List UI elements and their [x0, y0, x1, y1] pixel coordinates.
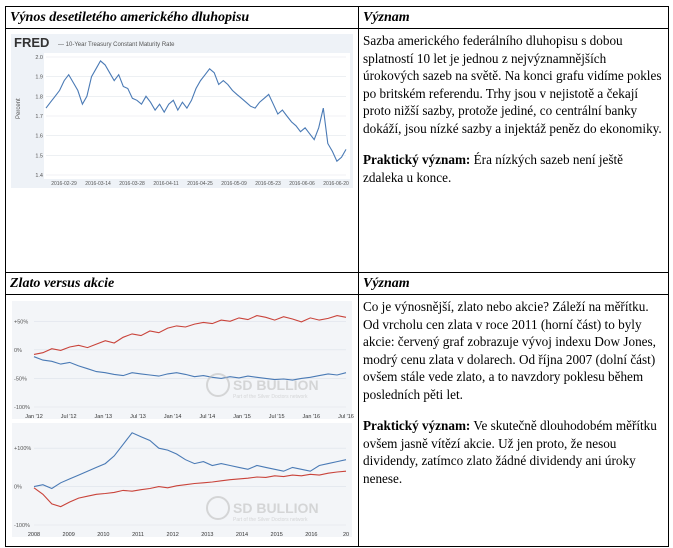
watermark-subtext: Part of the Silver Doctors network: [233, 394, 308, 400]
x-tick-label: 2016-02-29: [51, 181, 77, 187]
x-tick-label: 2012: [166, 532, 179, 538]
x-tick-label: 2016-04-11: [153, 181, 179, 187]
x-tick-label: Jul '14: [199, 414, 216, 420]
row2-practical: [363, 417, 664, 487]
row1-right-header: Význam: [359, 7, 669, 29]
x-tick-label: 2011: [132, 532, 144, 538]
x-tick-label: Jan '13: [94, 414, 113, 420]
y-tick-label: 1.5: [35, 153, 43, 160]
x-tick-label: 20: [342, 532, 350, 538]
x-tick-label: 2008: [27, 532, 41, 538]
y-tick-label: 2.0: [35, 55, 43, 61]
x-tick-label: Jul '12: [60, 414, 77, 420]
row1-left-header: Výnos desetiletého amerického dluhopisu: [6, 7, 359, 29]
x-tick-label: Jan '15: [233, 414, 251, 420]
watermark-text: SD BULLION: [233, 500, 319, 516]
row2-practical-label: Praktický význam:: [363, 418, 471, 433]
y-tick-label: +100%: [14, 446, 32, 453]
x-tick-label: 2013: [201, 532, 214, 538]
fred-logo: FRED: [14, 35, 50, 50]
row1-meaning-text: [359, 29, 669, 273]
x-tick-label: 2016-03-14: [85, 181, 111, 187]
y-tick-label: 1.4: [35, 173, 43, 179]
row2-right-header: Význam: [359, 273, 669, 295]
y-tick-label: 1.8: [35, 94, 43, 101]
row1-practical-label: Praktický význam:: [363, 152, 471, 167]
row2-practical-text: Ve skutečně dlouhodobém měřítku ovšem jasně vítězí akcie. Už jen proto, že nesou dividendy, zatímco zlato žádné dividendy ani úroky nenese.: [363, 418, 657, 486]
chart-legend: — 10-Year Treasury Constant Maturity Rate: [58, 42, 175, 48]
row1-paragraph: Sazba amerického federálního dluhopisu s dobou splatností 10 let je jednou z nejvýznamnějších úrokových sazeb na světě. Na konci grafu vidíme pokles po britském referendu. Trhy jsou v nejistotě a čekají proto nižší sazby, protože jediné, co centrální banky dokáží, jsou nízké sazby a injektáž peněz do ekonomiky.: [363, 33, 662, 136]
row2-paragraph: Co je výnosnější, zlato nebo akcie? Záleží na měřítku. Od vrcholu cen zlata v roce 2011 (horní část) to byly akcie: červený graf zobrazuje vývoj indexu Dow Jones, modrý cenu zlata v dolarech. Od října 2007 (dolní část) ovšem stále vede zlato, a to navzdory poklesu během posledních pěti let.: [363, 299, 656, 402]
y-tick-label: -50%: [14, 376, 27, 383]
x-tick-label: 2015: [270, 532, 283, 538]
x-tick-label: 2010: [97, 532, 110, 538]
y-tick-label: 1.6: [35, 133, 43, 140]
y-tick-label: +50%: [14, 319, 29, 326]
x-tick-label: Jul '13: [130, 414, 146, 420]
row2-meaning-text: [359, 295, 669, 547]
x-tick-label: 2016: [305, 532, 318, 538]
x-tick-label: Jul '15: [268, 414, 285, 420]
row1-practical: [363, 151, 664, 186]
x-tick-label: 2016-05-09: [221, 181, 247, 187]
x-tick-label: 2014: [235, 532, 249, 538]
row2-left-header: Zlato versus akcie: [6, 273, 359, 295]
y-tick-label: 0%: [14, 347, 22, 354]
row1-practical-text: Éra nízkých sazeb není ještě zdaleka u konce.: [363, 152, 624, 185]
x-tick-label: 2009: [62, 532, 75, 538]
y-tick-label: -100%: [14, 405, 30, 411]
x-tick-label: 2016-04-25: [187, 181, 213, 187]
comparison-table: [5, 6, 669, 547]
gold-stocks-chart-cell: [6, 295, 359, 547]
x-tick-label: 2016-03-28: [119, 181, 145, 187]
y-tick-label: 0%: [14, 484, 22, 491]
y-axis-label: Percent: [16, 98, 22, 119]
x-tick-label: Jan '12: [25, 414, 43, 420]
x-tick-label: Jan '14: [163, 414, 182, 420]
x-tick-label: 2016-06-20: [323, 181, 349, 187]
treasury-chart: [6, 29, 358, 267]
x-tick-label: 2016-05-23: [255, 181, 281, 187]
treasury-chart-cell: [6, 29, 359, 273]
y-tick-label: 1.9: [35, 74, 43, 81]
gold-stocks-charts: [6, 295, 358, 541]
watermark-text: SD BULLION: [233, 377, 319, 393]
watermark-subtext: Part of the Silver Doctors network: [233, 517, 308, 523]
chart-top-background: [12, 301, 352, 419]
y-tick-label: -100%: [14, 523, 30, 529]
x-tick-label: 2016-06-06: [289, 181, 315, 187]
x-tick-label: Jan '16: [302, 414, 321, 420]
x-tick-label: Jul '16: [338, 414, 354, 420]
y-tick-label: 1.7: [35, 114, 43, 120]
